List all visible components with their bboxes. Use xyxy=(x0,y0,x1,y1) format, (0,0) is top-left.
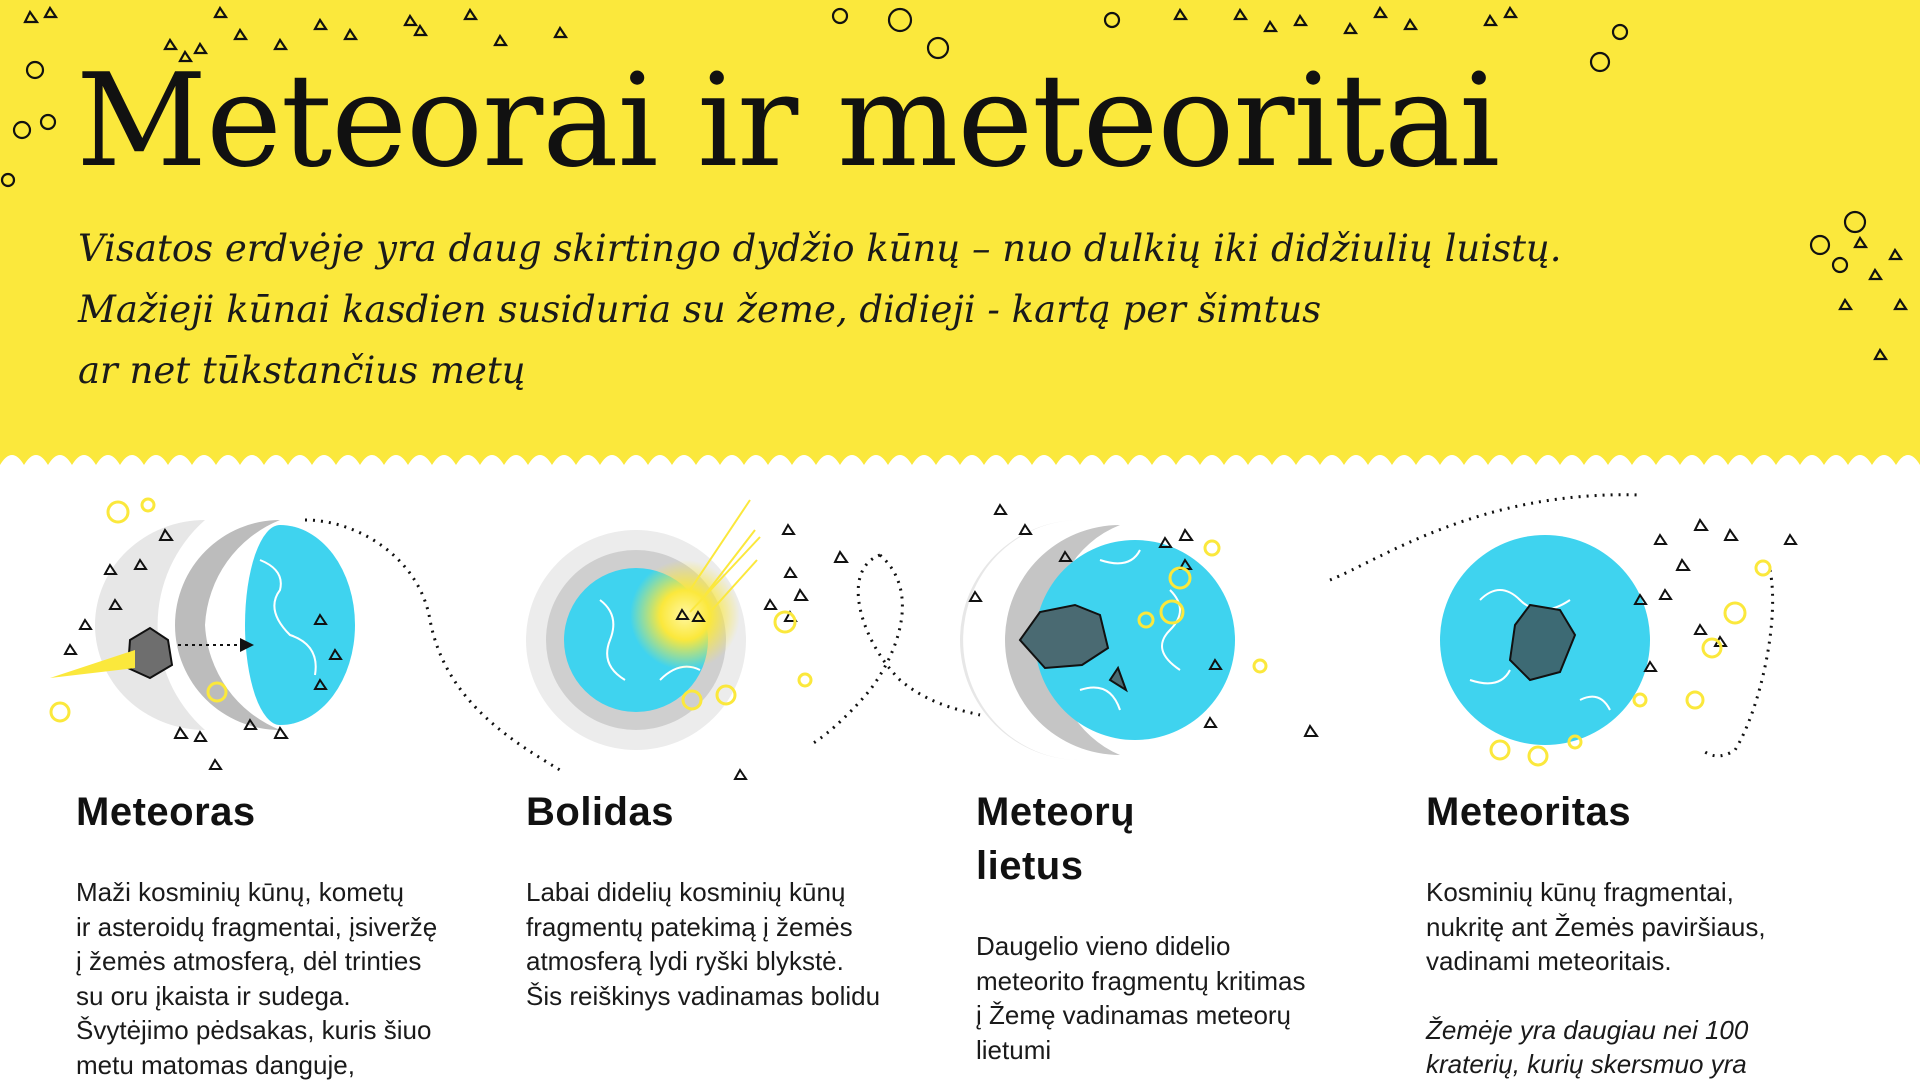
card-meteoritas xyxy=(1426,785,1826,1082)
card-title-line: Meteorų xyxy=(976,790,1136,834)
card-meteoru-lietus xyxy=(976,785,1376,1067)
card-title xyxy=(1426,785,1826,839)
text-line: metu matomas danguje, xyxy=(76,1049,355,1080)
card-title-line: Meteoras xyxy=(76,790,256,834)
text-line: atmosferą lydi ryški blykstė. xyxy=(526,946,844,976)
intro-line: Mažieji kūnai kasdien susiduria su žeme, didieji - kartą per šimtus xyxy=(78,288,1322,331)
card-title xyxy=(526,785,926,839)
card-title xyxy=(976,785,1376,893)
intro-text xyxy=(78,218,1578,401)
text-line: Labai didelių kosminių kūnų xyxy=(526,877,846,907)
page-title: Meteorai ir meteoritai xyxy=(76,47,1500,196)
card-description xyxy=(76,875,476,1082)
meteor-shower-illustration xyxy=(960,495,1640,760)
meteor-illustration xyxy=(50,499,560,770)
text-line: į Žemę vadinamas meteorų xyxy=(976,1000,1292,1030)
text-line: lietumi xyxy=(976,1034,1052,1065)
text-line: Kosminių kūnų fragmentai, xyxy=(1426,877,1734,907)
card-bolidas xyxy=(526,785,926,1013)
text-line: Daugelio vieno didelio xyxy=(976,931,1231,961)
note-line: kraterių, kurių skersmuo yra xyxy=(1426,1049,1747,1079)
intro-line: Visatos erdvėje yra daug skirtingo dydžio kūnų – nuo dulkių iki didžiulių luistų. xyxy=(78,227,1562,270)
meteorite-illustration xyxy=(1440,520,1796,765)
text-line: Švytėjimo pėdsakas, kuris šiuo xyxy=(76,1015,432,1045)
bolide-illustration xyxy=(526,500,980,779)
card-description xyxy=(1426,875,1826,979)
card-title-line: lietus xyxy=(976,844,1084,888)
wavy-divider xyxy=(0,445,1920,485)
card-title-line: Meteoritas xyxy=(1426,790,1632,834)
intro-line: ar net tūkstančius metų xyxy=(78,349,526,392)
card-note xyxy=(1426,1013,1826,1082)
text-line: Maži kosminių kūnų, kometų xyxy=(76,877,405,907)
text-line: meteorito fragmentų kritimas xyxy=(976,965,1306,996)
card-description xyxy=(976,929,1376,1067)
text-line: nukritę ant Žemės paviršiaus, xyxy=(1426,911,1766,942)
note-line: Žemėje yra daugiau nei 100 xyxy=(1426,1014,1749,1045)
text-line: fragmentų patekimą į žemės xyxy=(526,911,853,942)
text-line: ir asteroidų fragmentai, įsiveržę xyxy=(76,911,438,942)
text-line: į žemės atmosferą, dėl trinties xyxy=(76,946,422,976)
card-title xyxy=(76,785,476,839)
text-line: su oru įkaista ir sudega. xyxy=(76,980,351,1011)
card-meteoras xyxy=(76,785,476,1082)
text-line: Šis reiškinys vadinamas bolidu xyxy=(526,980,881,1011)
card-description xyxy=(526,875,926,1013)
text-line: vadinami meteoritais. xyxy=(1426,946,1672,976)
card-title-line: Bolidas xyxy=(526,790,674,834)
header-banner xyxy=(0,0,1920,480)
